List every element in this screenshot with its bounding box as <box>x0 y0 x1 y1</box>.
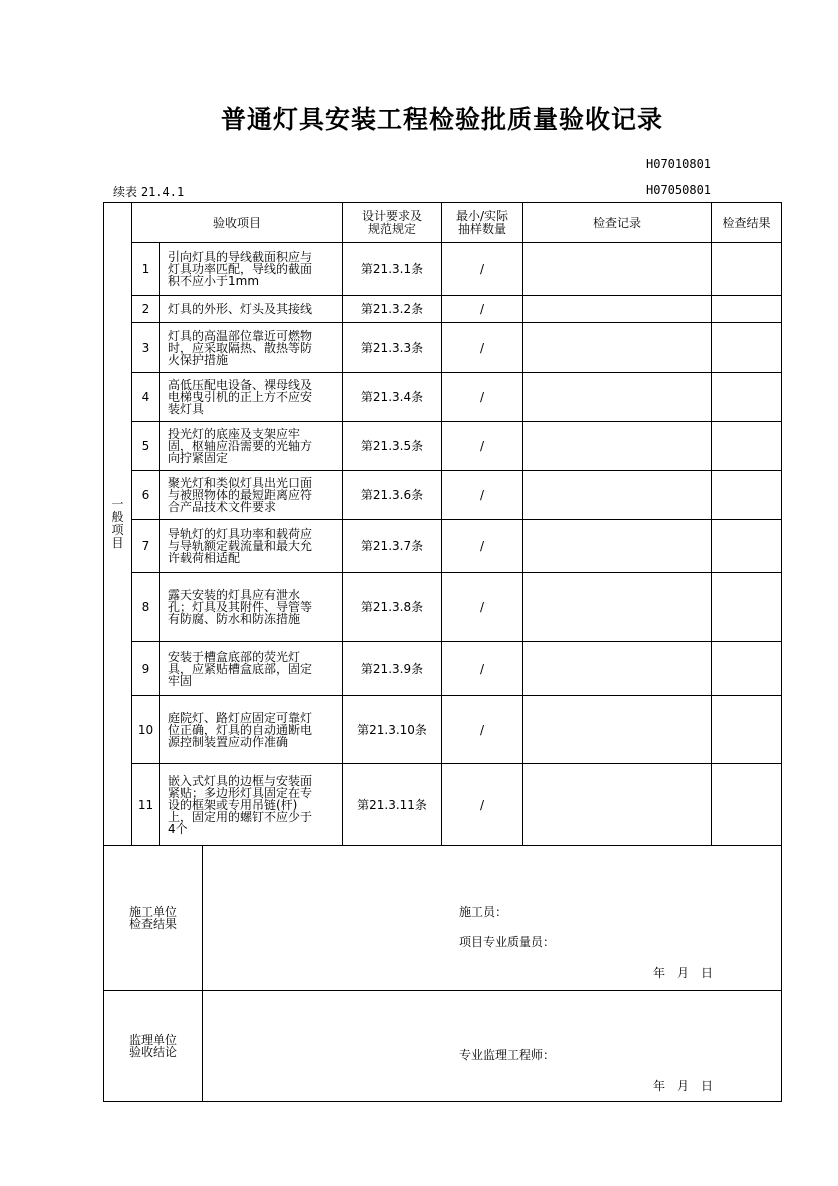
row-item: 投光灯的底座及支架应牢固，枢轴应沿需要的光轴方向拧紧固定 <box>160 422 343 471</box>
table-row <box>104 323 782 373</box>
construction-label-cell <box>104 846 203 991</box>
row-item: 导轨灯的灯具功率和载荷应与导轨额定载流量和最大允许载荷相适配 <box>160 520 343 573</box>
row-item: 聚光灯和类似灯具出光口面与被照物体的最短距离应符合产品技术文件要求 <box>160 471 343 520</box>
header-sample-text: 最小/实际抽样数量 <box>455 208 509 236</box>
row-sample: / <box>442 243 523 296</box>
row-result <box>712 471 782 520</box>
table-row <box>104 520 782 573</box>
row-item: 引向灯具的导线截面积应与灯具功率匹配，导线的截面积不应小于1mm <box>160 243 343 296</box>
row-result <box>712 573 782 642</box>
row-record <box>523 642 712 696</box>
row-number: 5 <box>132 422 160 471</box>
row-number: 11 <box>132 764 160 846</box>
construction-date: 年 月 日 <box>653 966 714 980</box>
row-result <box>712 642 782 696</box>
row-sample: / <box>442 373 523 422</box>
row-number: 4 <box>132 373 160 422</box>
row-sample: / <box>442 471 523 520</box>
construction-row <box>104 846 782 991</box>
row-result <box>712 243 782 296</box>
row-item: 高低压配电设备、裸母线及电梯曳引机的正上方不应安装灯具 <box>160 373 343 422</box>
supervision-label: 监理单位验收结论 <box>128 1033 177 1059</box>
form-code-secondary: H07050801 <box>646 183 712 197</box>
table-row <box>104 696 782 764</box>
table-row <box>104 573 782 642</box>
row-sample: / <box>442 296 523 323</box>
row-design: 第21.3.5条 <box>343 422 442 471</box>
row-record <box>523 764 712 846</box>
row-result <box>712 296 782 323</box>
row-item: 庭院灯、路灯应固定可靠灯位正确，灯具的自动通断电源控制装置应动作准确 <box>160 696 343 764</box>
row-sample: / <box>442 573 523 642</box>
row-item: 嵌入式灯具的边框与安装面紧贴；多边形灯具固定在专设的框架或专用吊链(杆)上，固定用的螺钉不应少于4个 <box>160 764 343 846</box>
row-design: 第21.3.7条 <box>343 520 442 573</box>
row-number: 2 <box>132 296 160 323</box>
row-design: 第21.3.3条 <box>343 323 442 373</box>
table-number <box>113 183 184 200</box>
row-sample: / <box>442 422 523 471</box>
table-number-value: 21.4.1 <box>140 185 185 199</box>
row-record <box>523 373 712 422</box>
row-sample: / <box>442 696 523 764</box>
supervision-engineer-label: 专业监理工程师： <box>459 1048 556 1062</box>
supervision-row <box>104 991 782 1102</box>
construction-label: 施工单位检查结果 <box>128 905 177 931</box>
row-design: 第21.3.11条 <box>343 764 442 846</box>
row-record <box>523 696 712 764</box>
row-design: 第21.3.6条 <box>343 471 442 520</box>
header-sample <box>442 203 523 243</box>
row-number: 7 <box>132 520 160 573</box>
row-number: 8 <box>132 573 160 642</box>
construction-sign-cell <box>203 846 782 991</box>
row-result <box>712 696 782 764</box>
row-design: 第21.3.2条 <box>343 296 442 323</box>
header-item: 验收项目 <box>132 203 343 243</box>
table-row <box>104 373 782 422</box>
row-result <box>712 373 782 422</box>
category-cell <box>104 203 132 846</box>
construction-inspector-label: 项目专业质量员： <box>459 935 556 949</box>
row-record <box>523 520 712 573</box>
table-row <box>104 243 782 296</box>
row-item: 安装于槽盒底部的荧光灯具，应紧贴槽盒底部，固定牢固 <box>160 642 343 696</box>
table-row <box>104 422 782 471</box>
table-number-label: 续表 <box>113 185 138 199</box>
header-design-text: 设计要求及规范规定 <box>362 208 423 236</box>
row-result <box>712 764 782 846</box>
row-item: 灯具的外形、灯头及其接线 <box>160 296 343 323</box>
row-record <box>523 323 712 373</box>
row-number: 3 <box>132 323 160 373</box>
header-row <box>104 203 782 243</box>
row-result <box>712 323 782 373</box>
row-record <box>523 422 712 471</box>
table-row <box>104 764 782 846</box>
row-result <box>712 520 782 573</box>
row-number: 1 <box>132 243 160 296</box>
supervision-date: 年 月 日 <box>653 1079 714 1093</box>
row-number: 9 <box>132 642 160 696</box>
row-record <box>523 243 712 296</box>
row-sample: / <box>442 642 523 696</box>
header-design <box>343 203 442 243</box>
page-title: 普通灯具安装工程检验批质量验收记录 <box>220 105 663 134</box>
supervision-sign-cell <box>203 991 782 1102</box>
header-result: 检查结果 <box>712 203 782 243</box>
signature-table <box>103 845 782 1102</box>
row-record <box>523 296 712 323</box>
table-row <box>104 642 782 696</box>
row-sample: / <box>442 764 523 846</box>
row-item: 露天安装的灯具应有泄水孔；灯具及其附件、导管等有防腐、防水和防冻措施 <box>160 573 343 642</box>
row-record <box>523 573 712 642</box>
form-code-primary: H07010801 <box>646 157 712 171</box>
row-result <box>712 422 782 471</box>
row-design: 第21.3.1条 <box>343 243 442 296</box>
table-row <box>104 471 782 520</box>
row-design: 第21.3.4条 <box>343 373 442 422</box>
header-record: 检查记录 <box>523 203 712 243</box>
row-record <box>523 471 712 520</box>
row-design: 第21.3.9条 <box>343 642 442 696</box>
row-item: 灯具的高温部位靠近可燃物时，应采取隔热、散热等防火保护措施 <box>160 323 343 373</box>
construction-worker-label: 施工员： <box>459 905 508 919</box>
inspection-table <box>103 202 782 846</box>
row-design: 第21.3.10条 <box>343 696 442 764</box>
row-sample: / <box>442 323 523 373</box>
row-number: 6 <box>132 471 160 520</box>
supervision-label-cell <box>104 991 203 1102</box>
table-row <box>104 296 782 323</box>
row-design: 第21.3.8条 <box>343 573 442 642</box>
row-number: 10 <box>132 696 160 764</box>
category-label: 一般项目 <box>111 497 124 550</box>
row-sample: / <box>442 520 523 573</box>
